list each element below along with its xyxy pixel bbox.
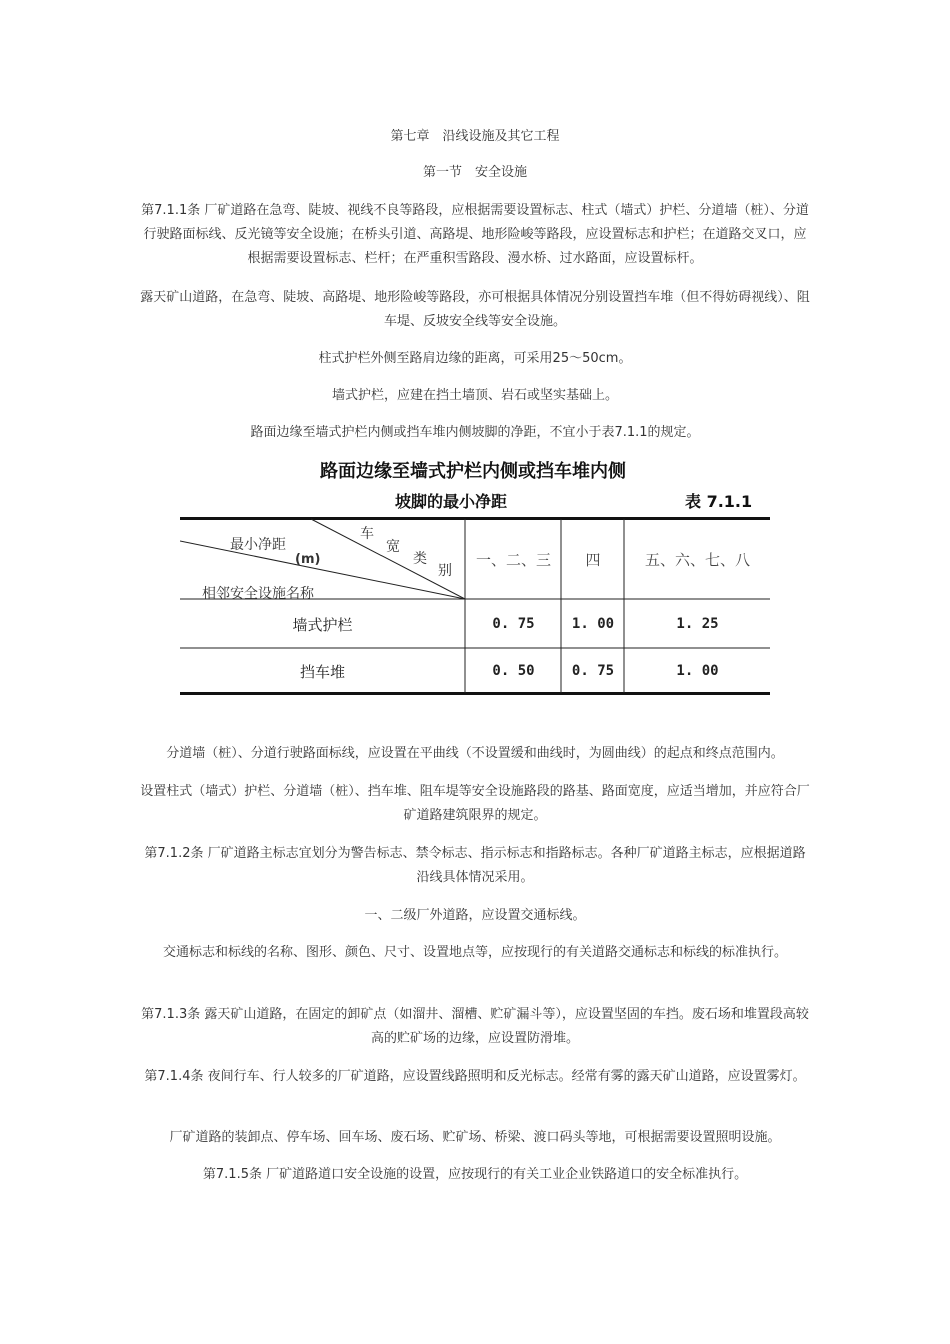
corner-lane-char-1: 车 — [360, 526, 374, 542]
paragraph-7-1-4: 第7.1.4条 夜间行车、行人较多的厂矿道路，应设置线路照明和反光标志。经常有雾的露天矿山道路，应设置雾灯。 — [144, 1069, 806, 1084]
table-cell: 0. 75 — [571, 663, 615, 679]
paragraph-widening: 设置柱式（墙式）护栏、分道墙（桩）、挡车堆、阻车堤等安全设施路段的路基、路面宽度，应适当增加，并应符合厂矿道路建筑限界的规定。 — [140, 784, 810, 823]
paragraph-7-1-1: 第7.1.1条 厂矿道路在急弯、陡坡、视线不良等路段，应根据需要设置标志、柱式（墙式）护栏、分道墙（桩）、分道行驶路面标线、反光镜等安全设施；在桥头引道、高路堤、地形险峻等路段，应设置标志和护栏；在道路交叉口，应根据需要设置标志、栏杆；在严重积雪路段、漫水桥、过水路面，应设置标杆。 — [141, 203, 809, 266]
paragraph-lighting: 厂矿道路的装卸点、停车场、回车场、废石场、贮矿场、桥梁、渡口码头等地，可根据需要设置照明设施。 — [169, 1130, 781, 1145]
table-cell: 0. 50 — [492, 663, 535, 679]
corner-facility-name-label: 相邻安全设施名称 — [202, 586, 314, 602]
table-cell: 0. 75 — [492, 616, 535, 632]
chapter-title: 第七章 沿线设施及其它工程 — [390, 129, 560, 144]
paragraph-column-guardrail: 柱式护栏外侧至路肩边缘的距离，可采用25～50cm。 — [318, 351, 632, 366]
paragraph-7-1-2: 第7.1.2条 厂矿道路主标志宜划分为警告标志、禁令标志、指示标志和指路标志。各种厂矿道路主标志，应根据道路沿线具体情况采用。 — [144, 846, 806, 885]
corner-lane-char-4: 别 — [438, 563, 452, 579]
row-label-wall-guardrail: 墙式护栏 — [292, 615, 353, 634]
table-cell: 1. 25 — [676, 616, 719, 632]
corner-unit-label: (m) — [295, 552, 321, 567]
section-title: 第一节 安全设施 — [422, 165, 527, 180]
clearance-table — [180, 517, 770, 695]
column-header-lanes-1-3: 一、二、三 — [475, 550, 551, 569]
paragraph-sign-standards: 交通标志和标线的名称、图形、颜色、尺寸、设置地点等，应按现行的有关道路交通标志和标线的标准执行。 — [162, 945, 787, 960]
paragraph-clearance-reference: 路面边缘至墙式护栏内侧或挡车堆内侧坡脚的净距，不宜小于表7.1.1的规定。 — [250, 425, 700, 440]
column-header-lane-4: 四 — [585, 550, 601, 569]
paragraph-lane-divider: 分道墙（桩）、分道行驶路面标线，应设置在平曲线（不设置缓和曲线时，为圆曲线）的起点和终点范围内。 — [166, 746, 784, 761]
paragraph-7-1-3: 第7.1.3条 露天矿山道路，在固定的卸矿点（如溜井、溜槽、贮矿漏斗等），应设置坚固的车挡。废石场和堆置段高较高的贮矿场的边缘，应设置防滑堆。 — [141, 1007, 809, 1046]
row-label-stop-berm: 挡车堆 — [299, 662, 345, 681]
paragraph-7-1-5: 第7.1.5条 厂矿道路道口安全设施的设置，应按现行的有关工业企业铁路道口的安全标准执行。 — [202, 1167, 748, 1182]
table-cell: 1. 00 — [676, 663, 719, 679]
table-title-line1: 路面边缘至墙式护栏内侧或挡车堆内侧 — [320, 461, 626, 482]
paragraph-wall-guardrail: 墙式护栏，应建在挡土墙顶、岩石或坚实基础上。 — [331, 388, 618, 403]
paragraph-traffic-markings: 一、二级厂外道路，应设置交通标线。 — [364, 908, 586, 923]
column-header-lanes-5-8: 五、六、七、八 — [644, 550, 750, 569]
corner-lane-char-3: 类 — [413, 551, 427, 567]
paragraph-open-pit-road: 露天矿山道路，在急弯、陡坡、高路堤、地形险峻等路段，亦可根据具体情况分别设置挡车堆（但不得妨碍视线）、阻车堤、反坡安全线等安全设施。 — [140, 290, 810, 329]
corner-min-distance-label: 最小净距 — [230, 537, 286, 553]
table-cell: 1. 00 — [571, 616, 615, 632]
corner-lane-char-2: 宽 — [386, 539, 400, 555]
table-number: 表 7.1.1 — [685, 492, 753, 511]
table-title-line2: 坡脚的最小净距 — [395, 492, 508, 511]
